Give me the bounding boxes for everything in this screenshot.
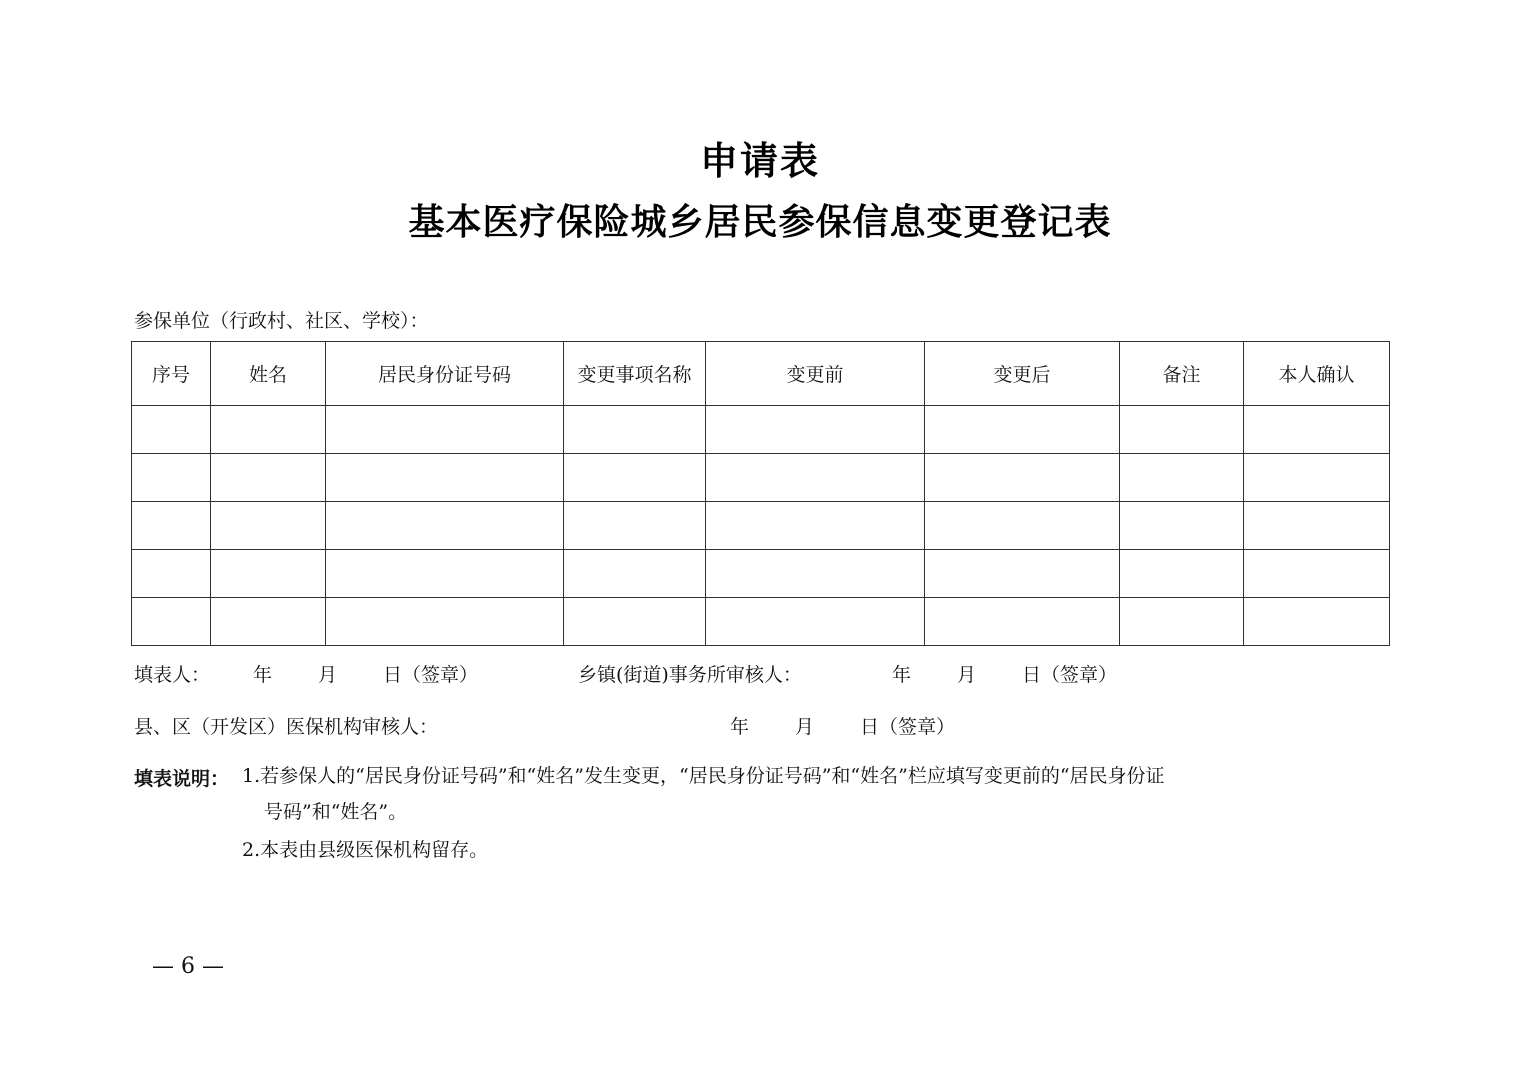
township-reviewer-label: 乡镇(街道)事务所审核人：	[578, 664, 802, 686]
table-cell[interactable]	[211, 406, 326, 454]
table-cell[interactable]	[1120, 406, 1244, 454]
table-cell[interactable]	[925, 598, 1120, 646]
note-item-1: 1.若参保人的“居民身份证号码”和“姓名”发生变更，“居民身份证号码”和“姓名”栏应填写变更前的“居民身份证	[242, 765, 1165, 787]
table-cell[interactable]	[132, 406, 211, 454]
table-cell[interactable]	[326, 598, 564, 646]
township-day-seal: 日（签章）	[1022, 664, 1118, 686]
header-change-item: 变更事项名称	[564, 342, 706, 406]
table-row	[132, 502, 1390, 550]
header-before: 变更前	[706, 342, 925, 406]
table-row	[132, 550, 1390, 598]
insured-unit-label: 参保单位（行政村、社区、学校）：	[134, 310, 429, 332]
table-cell[interactable]	[326, 550, 564, 598]
table-row	[132, 406, 1390, 454]
table-cell[interactable]	[326, 406, 564, 454]
table-cell[interactable]	[925, 454, 1120, 502]
note-item-2: 2.本表由县级医保机构留存。	[242, 839, 489, 861]
township-month: 月	[957, 664, 977, 686]
township-year: 年	[892, 664, 912, 686]
table-cell[interactable]	[706, 406, 925, 454]
table-cell[interactable]	[132, 550, 211, 598]
table-cell[interactable]	[1120, 502, 1244, 550]
header-name: 姓名	[211, 342, 326, 406]
table-cell[interactable]	[564, 550, 706, 598]
table-cell[interactable]	[1120, 454, 1244, 502]
county-reviewer-label: 县、区（开发区）医保机构审核人：	[134, 716, 439, 738]
table-cell[interactable]	[706, 454, 925, 502]
page-number: — 6 —	[152, 954, 224, 979]
table-cell[interactable]	[1244, 598, 1390, 646]
table-cell[interactable]	[1244, 454, 1390, 502]
header-confirmation: 本人确认	[1244, 342, 1390, 406]
table-cell[interactable]	[326, 454, 564, 502]
table-cell[interactable]	[1244, 502, 1390, 550]
table-cell[interactable]	[564, 598, 706, 646]
county-year: 年	[730, 716, 750, 738]
table-cell[interactable]	[925, 550, 1120, 598]
table-cell[interactable]	[564, 406, 706, 454]
table-cell[interactable]	[211, 502, 326, 550]
table-cell[interactable]	[211, 598, 326, 646]
table-cell[interactable]	[132, 598, 211, 646]
filler-day-seal: 日（签章）	[383, 664, 479, 686]
header-serial: 序号	[132, 342, 211, 406]
filler-year: 年	[253, 664, 273, 686]
form-subtitle: 基本医疗保险城乡居民参保信息变更登记表	[408, 201, 1112, 243]
table-cell[interactable]	[211, 454, 326, 502]
table-cell[interactable]	[211, 550, 326, 598]
form-title: 申请表	[699, 138, 820, 183]
table-cell[interactable]	[706, 550, 925, 598]
table-cell[interactable]	[326, 502, 564, 550]
registration-table	[131, 341, 1390, 646]
table-cell[interactable]	[706, 598, 925, 646]
table-cell[interactable]	[564, 454, 706, 502]
header-remarks: 备注	[1120, 342, 1244, 406]
table-row	[132, 598, 1390, 646]
county-day-seal: 日（签章）	[860, 716, 956, 738]
table-cell[interactable]	[925, 406, 1120, 454]
header-id-number: 居民身份证号码	[326, 342, 564, 406]
table-cell[interactable]	[1120, 550, 1244, 598]
table-cell[interactable]	[564, 502, 706, 550]
table-cell[interactable]	[132, 502, 211, 550]
table-header-row	[132, 342, 1390, 406]
header-after: 变更后	[925, 342, 1120, 406]
table-cell[interactable]	[1120, 598, 1244, 646]
table-cell[interactable]	[1244, 406, 1390, 454]
table-cell[interactable]	[706, 502, 925, 550]
table-cell[interactable]	[925, 502, 1120, 550]
county-month: 月	[795, 716, 815, 738]
filler-label: 填表人：	[134, 664, 211, 686]
notes-label: 填表说明：	[134, 768, 230, 790]
table-cell[interactable]	[1244, 550, 1390, 598]
filler-month: 月	[318, 664, 338, 686]
table-row	[132, 454, 1390, 502]
table-cell[interactable]	[132, 454, 211, 502]
note-item-1-continued: 号码”和“姓名”。	[264, 801, 408, 823]
